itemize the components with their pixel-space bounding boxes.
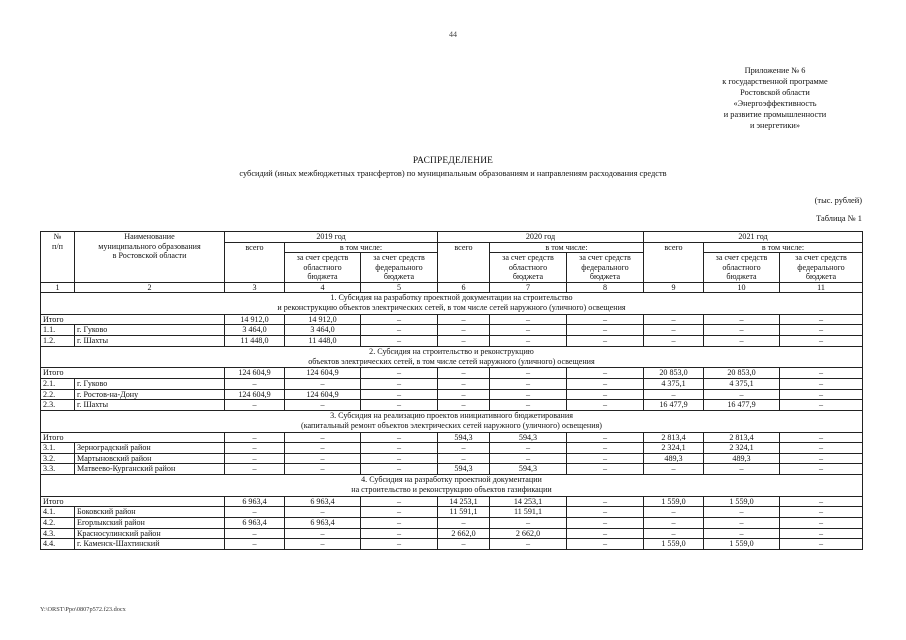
table-cell: – (361, 528, 438, 539)
section-total-row (41, 314, 863, 325)
table-cell: – (567, 453, 644, 464)
table-cell: 2 813,4 (704, 432, 780, 443)
table-row (41, 389, 863, 400)
table-cell: 6 963,4 (225, 517, 285, 528)
table-cell: – (644, 528, 704, 539)
row-number: 4.4. (41, 539, 75, 550)
table-cell: – (438, 453, 490, 464)
total-label: Итого (41, 314, 225, 325)
table-cell: – (438, 325, 490, 336)
table-cell: 4 375,1 (704, 379, 780, 390)
table-cell: – (780, 368, 863, 379)
table-row (41, 507, 863, 518)
table-cell: – (780, 432, 863, 443)
table-cell: – (644, 517, 704, 528)
row-number: 4.1. (41, 507, 75, 518)
municipality-name: Егорлыкский район (75, 517, 225, 528)
column-number: 5 (361, 282, 438, 293)
table-cell: 14 912,0 (285, 314, 361, 325)
table-cell: – (490, 400, 567, 411)
table-cell: – (567, 517, 644, 528)
table-cell: – (780, 496, 863, 507)
section-title (41, 474, 863, 496)
table-cell: 2 324,1 (644, 443, 704, 454)
table-cell: – (704, 517, 780, 528)
table-cell: 489,3 (644, 453, 704, 464)
table-label: Таблица № 1 (816, 214, 862, 223)
table-cell: – (704, 389, 780, 400)
section-title-text: 1. Субсидия на разработку проектной документации на строительство и реконструкцию объектов электрических сетей, в том числе сетей наружного (уличного) освещения (277, 293, 626, 313)
table-cell: – (780, 336, 863, 347)
table-cell: – (438, 443, 490, 454)
table-row (41, 336, 863, 347)
table-cell: – (225, 464, 285, 475)
table-cell: – (780, 517, 863, 528)
table-cell: 11 591,1 (490, 507, 567, 518)
column-number: 10 (704, 282, 780, 293)
appendix-note (690, 66, 860, 131)
section-title-row (41, 410, 863, 432)
header-total: всего (438, 242, 490, 282)
table-cell: 594,3 (490, 464, 567, 475)
table-cell: – (490, 539, 567, 550)
document-title: РАСПРЕДЕЛЕНИЕ (412, 156, 494, 166)
table-cell: – (361, 336, 438, 347)
table-cell: – (438, 389, 490, 400)
section-title-row (41, 293, 863, 315)
table-cell: – (780, 464, 863, 475)
table-cell: 2 662,0 (438, 528, 490, 539)
table-cell: – (285, 539, 361, 550)
municipality-name: г. Ростов-на-Дону (75, 389, 225, 400)
table-cell: – (361, 464, 438, 475)
column-number: 11 (780, 282, 863, 293)
table-cell: – (567, 539, 644, 550)
table-cell: – (567, 443, 644, 454)
table-cell: – (285, 464, 361, 475)
table-cell: 124 604,9 (225, 368, 285, 379)
table-cell: – (780, 379, 863, 390)
table-cell: – (567, 368, 644, 379)
table-cell: – (704, 325, 780, 336)
row-number: 3.2. (41, 453, 75, 464)
table-cell: – (438, 517, 490, 528)
table-cell: 124 604,9 (285, 368, 361, 379)
table-cell: – (780, 400, 863, 411)
row-number: 1.2. (41, 336, 75, 347)
table-cell: 16 477,9 (644, 400, 704, 411)
header-year-2019: 2019 год (225, 232, 438, 243)
row-number: 3.3. (41, 464, 75, 475)
table-cell: – (361, 539, 438, 550)
table-cell: – (438, 368, 490, 379)
table-cell: – (361, 507, 438, 518)
table-cell: – (225, 539, 285, 550)
header-incl: в том числе: (704, 242, 863, 253)
table-cell: – (438, 539, 490, 550)
table-cell: – (361, 368, 438, 379)
table-row (41, 443, 863, 454)
header-federal: за счет средств федерального бюджета (361, 253, 438, 283)
column-number: 6 (438, 282, 490, 293)
table-cell: – (780, 453, 863, 464)
column-number: 4 (285, 282, 361, 293)
table-cell: – (490, 336, 567, 347)
municipality-name: Красносулинский район (75, 528, 225, 539)
header-num: № п/п (41, 232, 75, 283)
table-cell: – (490, 379, 567, 390)
table-cell: 11 448,0 (225, 336, 285, 347)
table-cell: – (490, 368, 567, 379)
table-cell: – (567, 389, 644, 400)
header-total: всего (644, 242, 704, 282)
table-cell: – (490, 325, 567, 336)
table-cell: – (225, 507, 285, 518)
table-cell: – (567, 496, 644, 507)
table-cell: – (285, 453, 361, 464)
header-total: всего (225, 242, 285, 282)
table-cell: – (704, 528, 780, 539)
table-cell: – (361, 453, 438, 464)
table-cell: – (567, 379, 644, 390)
row-number: 4.2. (41, 517, 75, 528)
table-cell: – (780, 325, 863, 336)
table-row (41, 464, 863, 475)
header-year-2021: 2021 год (644, 232, 863, 243)
header-federal: за счет средств федерального бюджета (780, 253, 863, 283)
appendix-line: и развитие промышленности (723, 109, 827, 119)
table-row (41, 539, 863, 550)
table-cell: 1 559,0 (704, 496, 780, 507)
table-cell: – (285, 443, 361, 454)
table-cell: – (567, 432, 644, 443)
table-cell: – (225, 400, 285, 411)
table-cell: – (285, 400, 361, 411)
header-year-2020: 2020 год (438, 232, 644, 243)
footer-file-path: Y:\ORST\Ppo\0807p572.f23.docx (40, 606, 126, 613)
row-number: 4.3. (41, 528, 75, 539)
table-cell: – (225, 443, 285, 454)
table-cell: – (780, 389, 863, 400)
table-cell: – (361, 314, 438, 325)
table-cell: – (285, 507, 361, 518)
section-title (41, 410, 863, 432)
table-cell: – (438, 379, 490, 390)
row-number: 2.2. (41, 389, 75, 400)
table-cell: 594,3 (438, 432, 490, 443)
header-incl: в том числе: (285, 242, 438, 253)
table-cell: – (644, 314, 704, 325)
table-cell: – (567, 464, 644, 475)
municipality-name: г. Каменск-Шахтинский (75, 539, 225, 550)
header-name: Наименование муниципального образования в Ростовской области (75, 232, 225, 283)
section-title-text: 3. Субсидия на реализацию проектов инициативного бюджетирования (капитальный ремонт объектов электрических сетей наружного (уличного) освещения) (301, 410, 602, 431)
row-number: 2.3. (41, 400, 75, 411)
table-cell: – (225, 528, 285, 539)
table-cell: 11 448,0 (285, 336, 361, 347)
table-cell: – (225, 379, 285, 390)
table-cell: – (644, 336, 704, 347)
municipality-name: г. Гуково (75, 325, 225, 336)
table-cell: 124 604,9 (225, 389, 285, 400)
section-title-row (41, 346, 863, 368)
table-cell: – (780, 539, 863, 550)
appendix-line: Ростовской области (740, 87, 810, 97)
table-cell: – (285, 528, 361, 539)
table-row (41, 517, 863, 528)
total-label: Итого (41, 432, 225, 443)
table-cell: 124 604,9 (285, 389, 361, 400)
municipality-name: Матвеево-Курганский район (75, 464, 225, 475)
table-cell: – (438, 336, 490, 347)
header-federal: за счет средств федерального бюджета (567, 253, 644, 283)
table-cell: 4 375,1 (644, 379, 704, 390)
table-cell: 3 464,0 (225, 325, 285, 336)
table-cell: – (490, 453, 567, 464)
section-title-text: 4. Субсидия на разработку проектной документации на строительство и реконструкцию объектов газификации (351, 474, 552, 495)
table-cell: 3 464,0 (285, 325, 361, 336)
section-title (41, 293, 863, 315)
table-cell: – (567, 507, 644, 518)
table-cell: 594,3 (490, 432, 567, 443)
header-regional: за счет средств областного бюджета (704, 253, 780, 283)
municipality-name: Боковский район (75, 507, 225, 518)
table-cell: – (780, 528, 863, 539)
row-number: 3.1. (41, 443, 75, 454)
table-cell: – (644, 507, 704, 518)
table-cell: – (361, 400, 438, 411)
subsidy-distribution-table (40, 231, 863, 550)
municipality-name: г. Гуково (75, 379, 225, 390)
table-cell: – (567, 314, 644, 325)
header-regional: за счет средств областного бюджета (285, 253, 361, 283)
table-cell: – (361, 432, 438, 443)
table-cell: – (490, 517, 567, 528)
section-title-text: 2. Субсидия на строительство и реконструкцию объектов электрических сетей, в том числе сетей наружного (уличного) освещения (308, 346, 595, 366)
document-subtitle: субсидий (иных межбюджетных трансфертов) по муниципальным образованиям и направлениям расходования средств (239, 169, 667, 178)
header-regional: за счет средств областного бюджета (490, 253, 567, 283)
column-number: 1 (41, 282, 75, 293)
table-cell: 14 253,1 (490, 496, 567, 507)
table-cell: – (567, 325, 644, 336)
table-row (41, 379, 863, 390)
table-row (41, 453, 863, 464)
table-cell: – (361, 379, 438, 390)
header-incl: в том числе: (490, 242, 644, 253)
appendix-line: к государственной программе (722, 76, 828, 86)
section-total-row (41, 368, 863, 379)
table-cell: – (567, 336, 644, 347)
column-number: 3 (225, 282, 285, 293)
table-cell: – (361, 443, 438, 454)
section-title (41, 346, 863, 368)
table-cell: – (704, 464, 780, 475)
table-cell: – (704, 507, 780, 518)
table-cell: – (361, 517, 438, 528)
table-cell: – (361, 389, 438, 400)
table-cell: 16 477,9 (704, 400, 780, 411)
header-row (41, 232, 863, 243)
table-cell: – (438, 314, 490, 325)
table-cell: – (780, 507, 863, 518)
table-cell: 1 559,0 (644, 496, 704, 507)
table-cell: 14 912,0 (225, 314, 285, 325)
column-number: 9 (644, 282, 704, 293)
table-cell: 6 963,4 (285, 517, 361, 528)
table-cell: – (361, 325, 438, 336)
table-cell: – (285, 432, 361, 443)
column-number: 2 (75, 282, 225, 293)
table-cell: 489,3 (704, 453, 780, 464)
column-number: 8 (567, 282, 644, 293)
municipality-name: г. Шахты (75, 400, 225, 411)
table-cell: – (567, 528, 644, 539)
table-cell: – (704, 336, 780, 347)
row-number: 1.1. (41, 325, 75, 336)
table-cell: – (438, 400, 490, 411)
column-numbers-row (41, 282, 863, 293)
table-cell: – (780, 314, 863, 325)
row-number: 2.1. (41, 379, 75, 390)
table-cell: 594,3 (438, 464, 490, 475)
total-label: Итого (41, 496, 225, 507)
section-total-row (41, 496, 863, 507)
table-cell: 2 324,1 (704, 443, 780, 454)
municipality-name: г. Шахты (75, 336, 225, 347)
column-number: 7 (490, 282, 567, 293)
table-cell: – (490, 314, 567, 325)
table-cell: 2 662,0 (490, 528, 567, 539)
table-cell: – (644, 389, 704, 400)
table-cell: – (644, 325, 704, 336)
table-row (41, 400, 863, 411)
section-total-row (41, 432, 863, 443)
table-cell: 1 559,0 (644, 539, 704, 550)
table-cell: 6 963,4 (225, 496, 285, 507)
table-cell: 20 853,0 (704, 368, 780, 379)
table-cell: – (285, 379, 361, 390)
table-cell: 2 813,4 (644, 432, 704, 443)
page-number: 44 (449, 30, 457, 39)
municipality-name: Зерноградский район (75, 443, 225, 454)
appendix-line: Приложение № 6 (744, 66, 806, 75)
table-cell: 1 559,0 (704, 539, 780, 550)
appendix-line: «Энергоэффективность (733, 98, 817, 108)
table-cell: – (361, 496, 438, 507)
section-title-row (41, 474, 863, 496)
table-cell: – (225, 432, 285, 443)
units-note: (тыс. рублей) (814, 196, 862, 205)
table-cell: – (704, 314, 780, 325)
table-cell: – (567, 400, 644, 411)
table-cell: 14 253,1 (438, 496, 490, 507)
appendix-line: и энергетики» (749, 120, 800, 130)
municipality-name: Мартыновский район (75, 453, 225, 464)
table-cell: – (490, 443, 567, 454)
table-cell: – (644, 464, 704, 475)
table-row (41, 325, 863, 336)
table-cell: 11 591,1 (438, 507, 490, 518)
table-cell: 6 963,4 (285, 496, 361, 507)
table-cell: 20 853,0 (644, 368, 704, 379)
table-cell: – (780, 443, 863, 454)
table-cell: – (490, 389, 567, 400)
total-label: Итого (41, 368, 225, 379)
table-row (41, 528, 863, 539)
table-cell: – (225, 453, 285, 464)
